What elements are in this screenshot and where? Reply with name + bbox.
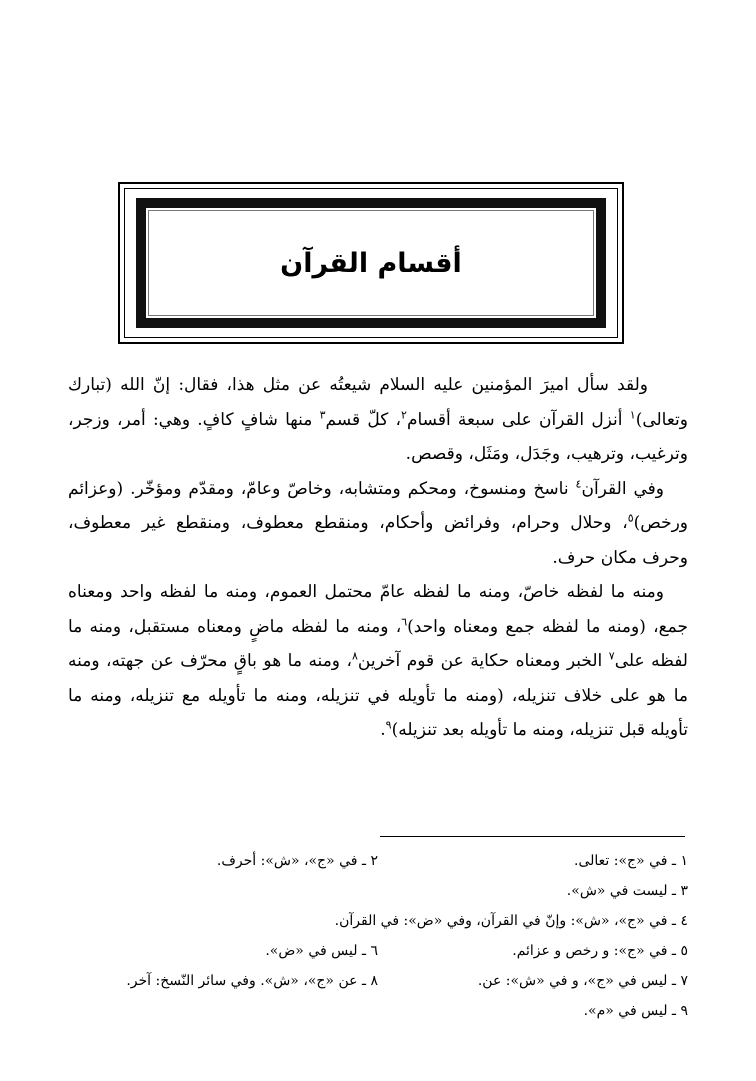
footnote-row <box>68 936 688 966</box>
footnote-marker: ٧ <box>608 649 615 663</box>
footnote-marker: ٨ <box>352 649 358 663</box>
footnote-marker: ٦ <box>401 614 408 628</box>
paragraph-text: وفي القرآن <box>581 478 664 499</box>
footnote-5: ٥ ـ في «ج»: و رخص و عزائم. <box>512 943 688 959</box>
footnote-8: ٨ ـ عن «ج»، «ش». وفي سائر النّسخ: آخر. <box>126 973 378 989</box>
paragraph-text: الخبر ومعناه حكاية عن قوم آخرين <box>357 651 609 671</box>
footnote-marker: ٢ <box>401 407 407 421</box>
footnote-4: ٤ ـ في «ج»، «ش»: وإنّ في القرآن، وفي «ض»: في القرآن. <box>334 913 688 929</box>
footnote-marker: ١ <box>629 407 636 421</box>
paragraph-2 <box>68 472 688 576</box>
footnotes <box>68 846 688 1026</box>
footnote-row <box>68 966 688 996</box>
paragraph-text: ، ومنه ما لفظه ماضٍ ومعناه مستقبل، ومنه ما لفظه على <box>68 616 688 671</box>
paragraph-3 <box>68 575 688 748</box>
footnote-2: ٢ ـ في «ج»، «ش»: أحرف. <box>216 853 378 869</box>
paragraph-text: ناسخ ومنسوخ، ومحكم ومتشابه، وخاصّ وعامّ، ومقدّم ومؤخّر. (وعزائم ورخص) <box>68 478 688 533</box>
paragraph-text: ولقد سأل اميرَ المؤمنين عليه السلام شيعتُه عن مثل هذا، فقال: إنّ الله (تبارك وتعالى) <box>68 375 688 430</box>
page-title: أقسام القرآن <box>280 247 462 279</box>
footnote-6: ٦ ـ ليس في «ض». <box>265 943 378 959</box>
footnote-marker: ٥ <box>627 511 634 525</box>
footnote-marker: ٣ <box>319 407 326 421</box>
footnote-marker: ٤ <box>575 476 582 490</box>
footnote-1: ١ ـ في «ج»: تعالى. <box>574 853 688 869</box>
footnote-row <box>68 846 688 876</box>
paragraph-1 <box>68 368 688 472</box>
title-box <box>136 198 606 328</box>
paragraph-text: أنزل القرآن على سبعة أقسام <box>406 409 630 430</box>
paragraph-text: . <box>380 720 386 740</box>
paragraph-text: ومنه ما لفظه خاصّ، ومنه ما لفظه عامّ محتمل العموم، ومنه ما لفظه واحد ومعناه جمع، (ومنه ما لفظه جمع ومعناه واحد) <box>68 582 688 637</box>
paragraph-text: ، ومنه ما هو باقٍ محرّف عن جهته، ومنه ما هو على خلاف تنزيله، (ومنه ما تأويله في تنزيله، ومنه ما تأويله مع تنزيله، ومنه ما تأويله قبل تنزيله، ومنه ما تأويله بعد تنزيله) <box>68 651 688 740</box>
title-frame <box>118 182 624 344</box>
paragraph-text: منها شافٍ كافٍ. وهي: أمر، وزجر، وترغيب، وترهيب، وجَدَل، ومَثَل، وقصص. <box>68 409 688 464</box>
footnote-marker: ٩ <box>385 718 392 732</box>
footnote-3: ٣ ـ ليست في «ش». <box>566 883 688 899</box>
footnote-9: ٩ ـ ليس في «م». <box>583 1003 688 1019</box>
footnote-7: ٧ ـ ليس في «ج»، و في «ش»: عن. <box>477 973 688 989</box>
paragraph-text: ، وحلال وحرام، وفرائض وأحكام، ومنقطع معطوف، ومنقطع غير معطوف، وحرف مكان حرف. <box>68 513 688 568</box>
paragraph-text: ، كلّ قسم <box>325 409 402 430</box>
footnote-divider <box>380 836 685 837</box>
body-text <box>68 368 688 748</box>
